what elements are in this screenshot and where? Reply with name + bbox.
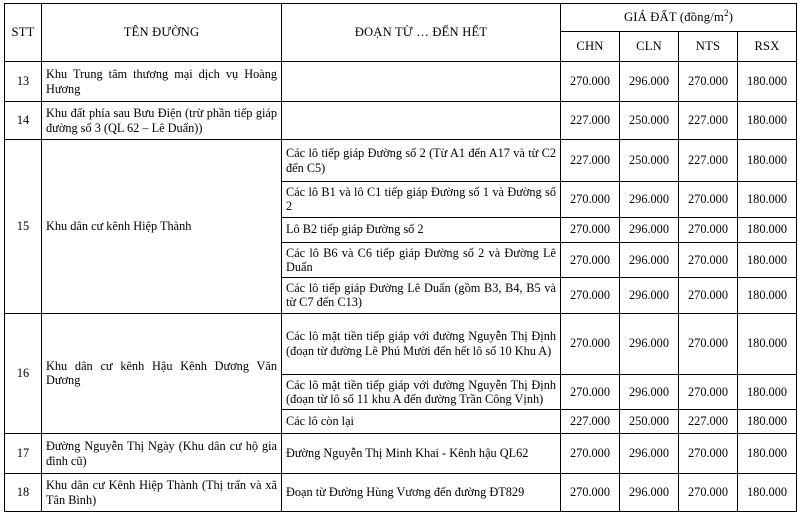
table-header xyxy=(5,4,797,62)
cell-price-nts: 227.000 xyxy=(679,140,738,182)
cell-price-chn: 270.000 xyxy=(561,434,620,474)
cell-segment: Các lô B6 và C6 tiếp giáp Đường số 2 và Đường Lê Duẩn xyxy=(282,242,561,278)
cell-price-cln: 296.000 xyxy=(620,217,679,242)
cell-price-cln: 250.000 xyxy=(620,140,679,182)
cell-price-chn: 227.000 xyxy=(561,140,620,182)
cell-price-rsx: 180.000 xyxy=(738,313,797,374)
cell-segment xyxy=(282,102,561,140)
column-header-stt: STT xyxy=(5,4,42,62)
cell-stt: 13 xyxy=(5,62,42,102)
table-row xyxy=(5,313,797,374)
cell-price-rsx: 180.000 xyxy=(738,434,797,474)
cell-price-rsx: 180.000 xyxy=(738,102,797,140)
cell-stt: 15 xyxy=(5,140,42,314)
cell-price-chn: 270.000 xyxy=(561,242,620,278)
cell-stt: 17 xyxy=(5,434,42,474)
cell-price-nts: 270.000 xyxy=(679,217,738,242)
cell-price-nts: 270.000 xyxy=(679,278,738,314)
column-header-segment: ĐOẠN TỪ … ĐẾN HẾT xyxy=(282,4,561,62)
cell-price-cln: 296.000 xyxy=(620,313,679,374)
cell-segment: Các lô mặt tiền tiếp giáp với đường Nguyễn Thị Định (đoạn từ lô số 11 khu A đến đường Trần Công Vịnh) xyxy=(282,374,561,410)
column-header-nts: NTS xyxy=(679,32,738,62)
cell-street-name: Khu dân cư Kênh Hiệp Thành (Thị trấn và xã Tân Bình) xyxy=(42,474,282,512)
cell-price-nts: 270.000 xyxy=(679,374,738,410)
cell-price-chn: 227.000 xyxy=(561,102,620,140)
cell-price-nts: 227.000 xyxy=(679,410,738,434)
cell-segment: Các lô mặt tiền tiếp giáp với đường Nguyễn Thị Định (đoạn từ đường Lê Phú Mười đến hết lô số 10 Khu A) xyxy=(282,313,561,374)
cell-segment: Các lô tiếp giáp Đường Lê Duẩn (gồm B3, B4, B5 và từ C7 đến C13) xyxy=(282,278,561,314)
cell-price-nts: 270.000 xyxy=(679,313,738,374)
cell-segment: Các lô tiếp giáp Đường số 2 (Từ A1 đến A17 và từ C2 đến C5) xyxy=(282,140,561,182)
cell-price-cln: 296.000 xyxy=(620,374,679,410)
cell-price-cln: 296.000 xyxy=(620,242,679,278)
cell-segment: Các lô B1 và lô C1 tiếp giáp Đường số 1 và Đường số 2 xyxy=(282,182,561,218)
header-row-1 xyxy=(5,4,797,32)
land-price-table xyxy=(4,3,797,512)
cell-price-chn: 270.000 xyxy=(561,474,620,512)
cell-price-chn: 270.000 xyxy=(561,313,620,374)
cell-stt: 18 xyxy=(5,474,42,512)
cell-price-chn: 270.000 xyxy=(561,374,620,410)
cell-street-name: Khu dân cư kênh Hậu Kênh Dương Văn Dương xyxy=(42,313,282,434)
column-header-cln: CLN xyxy=(620,32,679,62)
cell-price-nts: 270.000 xyxy=(679,242,738,278)
cell-price-nts: 227.000 xyxy=(679,102,738,140)
cell-price-cln: 250.000 xyxy=(620,102,679,140)
land-price-group-tail: ) xyxy=(728,10,734,25)
cell-price-rsx: 180.000 xyxy=(738,242,797,278)
table-row xyxy=(5,140,797,182)
column-header-street-name: TÊN ĐƯỜNG xyxy=(42,4,282,62)
cell-stt: 16 xyxy=(5,313,42,434)
cell-price-nts: 270.000 xyxy=(679,62,738,102)
cell-street-name: Khu Trung tâm thương mại dịch vụ Hoàng Hương xyxy=(42,62,282,102)
cell-price-cln: 296.000 xyxy=(620,434,679,474)
cell-price-chn: 270.000 xyxy=(561,62,620,102)
cell-price-cln: 296.000 xyxy=(620,278,679,314)
cell-stt: 14 xyxy=(5,102,42,140)
cell-price-rsx: 180.000 xyxy=(738,278,797,314)
cell-price-nts: 270.000 xyxy=(679,434,738,474)
cell-price-rsx: 180.000 xyxy=(738,374,797,410)
cell-price-rsx: 180.000 xyxy=(738,62,797,102)
cell-segment: Các lô còn lại xyxy=(282,410,561,434)
table-row xyxy=(5,474,797,512)
column-header-land-price-group xyxy=(561,4,797,32)
cell-segment: Đoạn từ Đường Hùng Vương đến đường ĐT829 xyxy=(282,474,561,512)
cell-segment xyxy=(282,62,561,102)
cell-street-name: Khu đất phía sau Bưu Điện (trừ phần tiếp giáp đường số 3 (QL 62 – Lê Duẩn)) xyxy=(42,102,282,140)
table-row xyxy=(5,102,797,140)
cell-price-rsx: 180.000 xyxy=(738,140,797,182)
cell-price-chn: 227.000 xyxy=(561,410,620,434)
cell-price-chn: 270.000 xyxy=(561,278,620,314)
cell-price-rsx: 180.000 xyxy=(738,217,797,242)
table-row xyxy=(5,62,797,102)
cell-price-cln: 296.000 xyxy=(620,62,679,102)
cell-price-rsx: 180.000 xyxy=(738,474,797,512)
cell-price-chn: 270.000 xyxy=(561,217,620,242)
cell-street-name: Khu dân cư kênh Hiệp Thành xyxy=(42,140,282,314)
table-body xyxy=(5,62,797,512)
cell-segment: Đường Nguyễn Thị Minh Khai - Kênh hậu QL62 xyxy=(282,434,561,474)
table-row xyxy=(5,434,797,474)
cell-street-name: Đường Nguyễn Thị Ngày (Khu dân cư hộ gia đình cũ) xyxy=(42,434,282,474)
cell-price-rsx: 180.000 xyxy=(738,410,797,434)
cell-price-chn: 270.000 xyxy=(561,182,620,218)
cell-price-rsx: 180.000 xyxy=(738,182,797,218)
column-header-chn: CHN xyxy=(561,32,620,62)
cell-price-cln: 296.000 xyxy=(620,182,679,218)
cell-price-nts: 270.000 xyxy=(679,474,738,512)
cell-price-cln: 296.000 xyxy=(620,474,679,512)
cell-price-nts: 270.000 xyxy=(679,182,738,218)
land-price-group-text: GIÁ ĐẤT (đồng/m xyxy=(623,10,724,25)
cell-segment: Lô B2 tiếp giáp Đường số 2 xyxy=(282,217,561,242)
land-price-group-superscript: 2 xyxy=(723,8,729,19)
column-header-rsx: RSX xyxy=(738,32,797,62)
cell-price-cln: 250.000 xyxy=(620,410,679,434)
